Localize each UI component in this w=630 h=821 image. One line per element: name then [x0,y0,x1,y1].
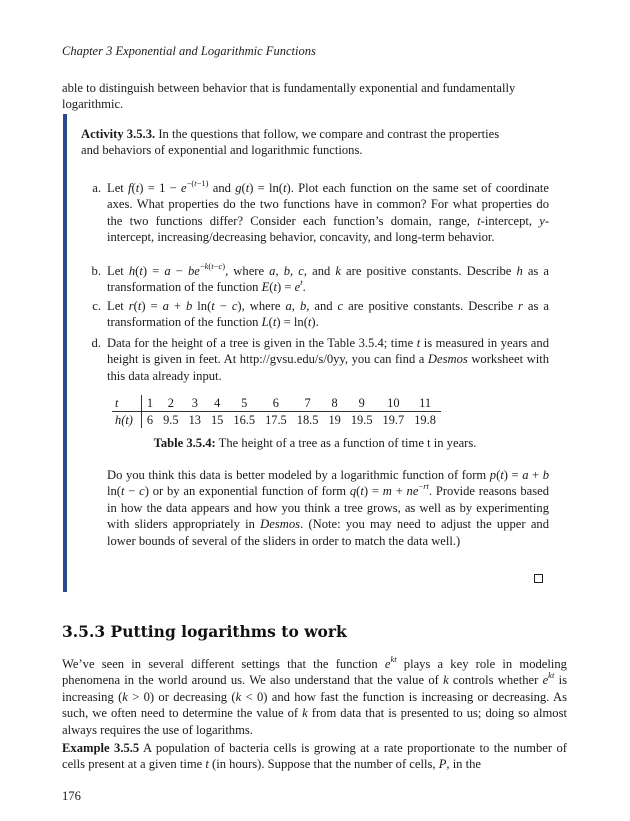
table-row-label: t [112,395,141,412]
table-cell: 5 [228,395,260,412]
question-d-body: Data for the height of a tree is given in the Table 3.5.4; time t is measured in years and height is given in feet. At http://gvsu.edu/s/0yy, you can find a Desmos worksheet with this data already input. [107,336,549,383]
end-of-activity-square-icon [534,574,543,583]
table-cell: 17.5 [265,412,287,427]
intro-line-2: logarithmic. [62,97,124,112]
table-cell: 1 [141,395,158,412]
question-c-body: Let r(t) = a + b ln(t − c), where a, b, and c are positive constants. Describe r as a transformation of the function L(t) = ln(t). [107,299,549,330]
example-label: Example 3.5.5 [62,741,140,755]
section-paragraph: We’ve seen in several different settings that the function $e^{kt}$ plays a key role in modeling phenomena in the world around us. We also understand that the value of k controls whether $e^{kt}$ is increasing (k > 0) or decreasing (k < 0) and how fast the function is increasing or decreasing. As such, we often need to determine the value of k from data that is presented to us; doing so almost always requires the use of logarithms. [62,653,567,737]
table-cell: 9 [346,395,378,412]
table-cell: 8 [323,395,345,412]
intro-paragraph [62,80,567,113]
intro-line-1: able to distinguish between behavior that is fundamentally exponential and fundamentally [62,81,516,95]
table-cell: 10 [378,395,410,412]
activity-intro-line-1 [81,126,549,142]
tree-height-table [112,395,441,428]
table-cell: 19.8 [414,412,436,427]
question-a-label: a. [92,181,101,195]
table-cell: 19 [328,412,341,427]
table-cell: 4 [206,395,228,412]
page-number: 176 [62,789,81,803]
question-b-body: Let $h(t) = a - be^{-k(t-c)}$, where a, b, c, and k are positive constants. Describe h as a transformation of the function $E(t) = e^t$. [107,260,550,295]
table-cell: 19.7 [382,412,405,427]
table-cell: 6 [146,412,154,427]
table-row-h [112,412,441,429]
running-header: Chapter 3 Exponential and Logarithmic Functions [62,44,316,58]
table-cell: 6 [260,395,292,412]
table-cell: 13 [188,412,201,427]
question-a-body: Let $f(t) = 1 - e^{-(t-1)}$ and g(t) = ln(t). Plot each function on the same set of coordinate axes. What properties do the two functions have in common? For what properties do the two functions differ? Consider each function’s domain, range, t-intercept, y-intercept, increasing/decreasing behavior, concavity, and long-term behavior. [107,177,550,245]
table-cell: 2 [158,395,184,412]
section-heading: 3.5.3 Putting logarithms to work [62,622,347,641]
example-paragraph: Example 3.5.5 A population of bacteria cells is growing at a rate proportionate to the number of cells present at a given time t (in hours). Suppose that the number of cells, P, in the [62,741,567,772]
activity-intro-text: In the questions that follow, we compare and contrast the properties [158,127,500,141]
activity-label: Activity 3.5.3. [81,127,156,141]
activity-intro-line-2: and behaviors of exponential and logarithmic functions. [81,143,363,158]
table-row-label: h(t) [112,412,141,429]
question-b-label: b. [91,264,101,278]
table-cell: 15 [210,412,224,427]
table-cell: 19.5 [350,412,373,427]
table-cell: 16.5 [233,412,256,427]
table-caption-label: Table 3.5.4: [153,436,216,450]
question-d-followup-body: Do you think this data is better modeled by a logarithmic function of form p(t) = a + b ln(t − c) or by an exponential function of form $q(t) = m + ne^{-rt}$. Provide reasons based in how the data appears and how you think a tree grows, as well as by experimenting with sliders appropriately in Desmos. (Note: you may need to adjust the upper and lower bounds of several of the sliders in order to match the data well.) [107,468,550,548]
activity-intro [81,126,549,159]
table-cell: 11 [409,395,441,412]
question-d-label: d. [91,336,101,350]
table-cell: 7 [292,395,324,412]
table-caption-text: The height of a tree as a function of time t in years. [218,436,477,450]
question-c-label: c. [92,299,101,313]
table-cell: 9.5 [163,412,179,427]
table-cell: 18.5 [296,412,319,427]
table-row-t [112,395,441,412]
table-cell: 3 [184,395,206,412]
table-caption [81,436,549,451]
activity-sidebar-bar [63,114,67,592]
